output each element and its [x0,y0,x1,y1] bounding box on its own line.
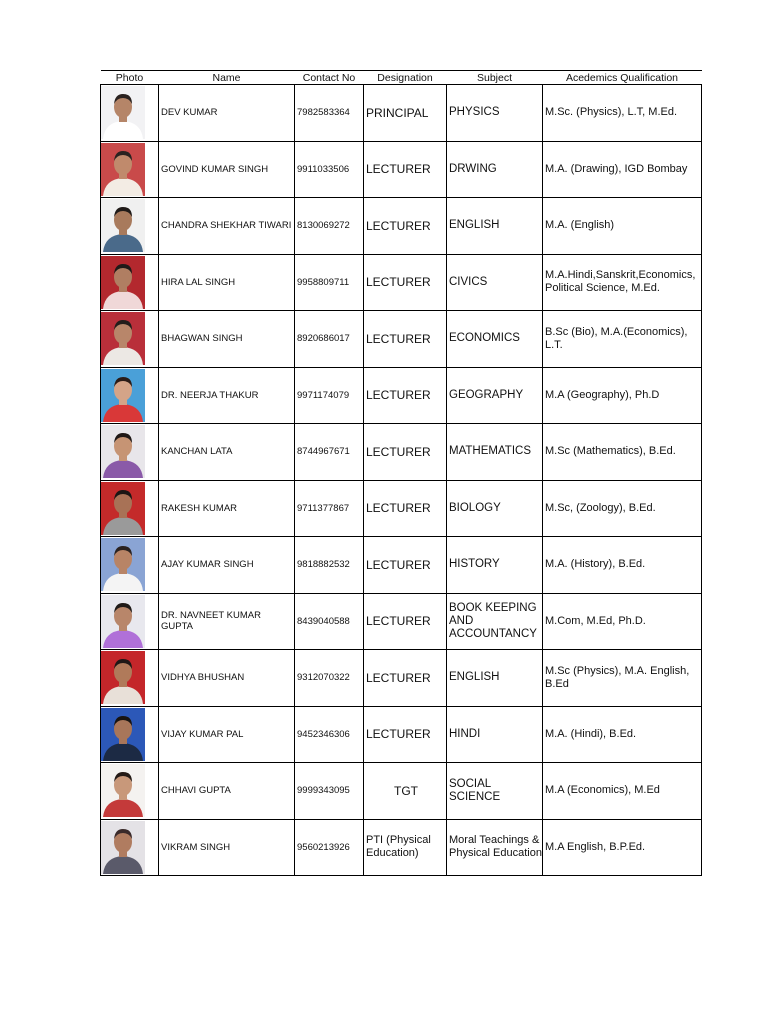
qualification-cell: M.A.Hindi,Sanskrit,Economics, Political Science, M.Ed. [543,254,702,311]
subject-cell: ECONOMICS [447,311,543,368]
subject-cell: MATHEMATICS [447,424,543,481]
contact-cell: 8439040588 [295,593,364,650]
table-row [101,593,702,650]
contact-cell: 7982583364 [295,85,364,142]
contact-cell: 9818882532 [295,537,364,594]
photo-cell [101,311,159,368]
staff-photo [101,538,145,591]
contact-cell: 9711377867 [295,480,364,537]
table-row [101,141,702,198]
subject-cell: BIOLOGY [447,480,543,537]
table-row [101,254,702,311]
qualification-cell: M.A. (History), B.Ed. [543,537,702,594]
photo-cell [101,763,159,820]
photo-cell [101,593,159,650]
photo-cell [101,650,159,707]
designation-cell: LECTURER [364,141,447,198]
designation-cell: LECTURER [364,593,447,650]
name-cell: DR. NAVNEET KUMAR GUPTA [159,593,295,650]
header-contact: Contact No [295,71,364,85]
table-row [101,367,702,424]
designation-cell: LECTURER [364,706,447,763]
contact-cell: 9911033506 [295,141,364,198]
photo-cell [101,141,159,198]
header-qualification: Acedemics Qualification [543,71,702,85]
subject-cell: HISTORY [447,537,543,594]
table-row [101,85,702,142]
header-subject: Subject [447,71,543,85]
staff-photo [101,651,145,704]
staff-photo [101,369,145,422]
header-designation: Designation [364,71,447,85]
name-cell: KANCHAN LATA [159,424,295,481]
subject-cell: ENGLISH [447,198,543,255]
qualification-cell: M.Sc, (Zoology), B.Ed. [543,480,702,537]
staff-table [100,70,702,876]
table-row [101,537,702,594]
subject-cell: GEOGRAPHY [447,367,543,424]
subject-cell: CIVICS [447,254,543,311]
designation-cell: PRINCIPAL [364,85,447,142]
subject-cell: SOCIAL SCIENCE [447,763,543,820]
name-cell: CHHAVI GUPTA [159,763,295,820]
table-row [101,198,702,255]
designation-cell: LECTURER [364,424,447,481]
designation-cell: PTI (Physical Education) [364,819,447,876]
staff-photo [101,312,145,365]
designation-cell: LECTURER [364,367,447,424]
qualification-cell: M.A. (Drawing), IGD Bombay [543,141,702,198]
subject-cell: Moral Teachings & Physical Education [447,819,543,876]
photo-cell [101,706,159,763]
subject-cell: ENGLISH [447,650,543,707]
header-name: Name [159,71,295,85]
designation-cell: LECTURER [364,254,447,311]
name-cell: BHAGWAN SINGH [159,311,295,368]
staff-photo [101,256,145,309]
qualification-cell: M.Sc. (Physics), L.T, M.Ed. [543,85,702,142]
qualification-cell: M.Com, M.Ed, Ph.D. [543,593,702,650]
photo-cell [101,85,159,142]
designation-cell: LECTURER [364,537,447,594]
subject-cell: DRWING [447,141,543,198]
photo-cell [101,367,159,424]
photo-cell [101,819,159,876]
qualification-cell: M.A English, B.P.Ed. [543,819,702,876]
table-row [101,480,702,537]
staff-photo [101,708,145,761]
staff-photo [101,143,145,196]
designation-cell: LECTURER [364,650,447,707]
designation-cell: LECTURER [364,480,447,537]
table-row [101,706,702,763]
table-row [101,763,702,820]
name-cell: GOVIND KUMAR SINGH [159,141,295,198]
qualification-cell: M.A (Geography), Ph.D [543,367,702,424]
qualification-cell: M.A (Economics), M.Ed [543,763,702,820]
contact-cell: 8130069272 [295,198,364,255]
contact-cell: 9452346306 [295,706,364,763]
staff-photo [101,86,145,139]
table-row [101,424,702,481]
subject-cell: HINDI [447,706,543,763]
designation-cell: LECTURER [364,311,447,368]
qualification-cell: M.Sc (Mathematics), B.Ed. [543,424,702,481]
photo-cell [101,480,159,537]
qualification-cell: M.Sc (Physics), M.A. English, B.Ed [543,650,702,707]
name-cell: DR. NEERJA THAKUR [159,367,295,424]
name-cell: VIJAY KUMAR PAL [159,706,295,763]
staff-photo [101,199,145,252]
staff-photo [101,821,145,874]
contact-cell: 9958809711 [295,254,364,311]
qualification-cell: B.Sc (Bio), M.A.(Economics), L.T. [543,311,702,368]
photo-cell [101,537,159,594]
name-cell: VIDHYA BHUSHAN [159,650,295,707]
contact-cell: 9971174079 [295,367,364,424]
header-photo: Photo [101,71,159,85]
staff-photo [101,425,145,478]
contact-cell: 8744967671 [295,424,364,481]
contact-cell: 9312070322 [295,650,364,707]
qualification-cell: M.A. (English) [543,198,702,255]
table-row [101,819,702,876]
designation-cell: TGT [364,763,447,820]
name-cell: HIRA LAL SINGH [159,254,295,311]
name-cell: AJAY KUMAR SINGH [159,537,295,594]
contact-cell: 9560213926 [295,819,364,876]
contact-cell: 9999343095 [295,763,364,820]
table-row [101,311,702,368]
qualification-cell: M.A. (Hindi), B.Ed. [543,706,702,763]
staff-photo [101,764,145,817]
contact-cell: 8920686017 [295,311,364,368]
staff-photo [101,595,145,648]
name-cell: CHANDRA SHEKHAR TIWARI [159,198,295,255]
designation-cell: LECTURER [364,198,447,255]
name-cell: VIKRAM SINGH [159,819,295,876]
staff-photo [101,482,145,535]
name-cell: RAKESH KUMAR [159,480,295,537]
name-cell: DEV KUMAR [159,85,295,142]
photo-cell [101,254,159,311]
header-row [101,71,702,85]
photo-cell [101,424,159,481]
table-row [101,650,702,707]
subject-cell: BOOK KEEPING AND ACCOUNTANCY [447,593,543,650]
photo-cell [101,198,159,255]
subject-cell: PHYSICS [447,85,543,142]
